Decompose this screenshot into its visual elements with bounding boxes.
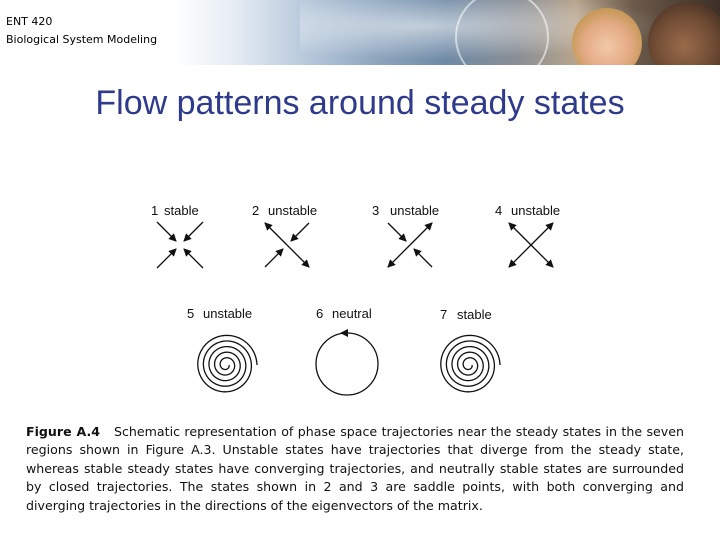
state-3-number: 3 (372, 203, 380, 218)
state-6-diagram (316, 329, 378, 395)
state-4-label: unstable (511, 203, 561, 218)
state-5-diagram (198, 335, 257, 391)
state-3-diagram (388, 223, 432, 267)
slide-title: Flow patterns around steady states (95, 84, 625, 122)
state-6-label: neutral (332, 306, 372, 321)
state-7-number: 7 (440, 307, 448, 322)
state-1-number: 1 (151, 203, 159, 218)
state-5-label: unstable (203, 306, 253, 321)
state-3-label: unstable (390, 203, 440, 218)
state-2-diagram (265, 223, 309, 267)
figure-caption-label: Figure A.4 (26, 424, 100, 439)
state-6-number: 6 (316, 306, 324, 321)
state-1-label: stable (164, 203, 199, 218)
state-4-number: 4 (495, 203, 503, 218)
figure-caption (26, 423, 684, 515)
state-7-label: stable (457, 307, 492, 322)
course-name: Biological System Modeling (6, 33, 158, 46)
state-4-diagram (509, 223, 553, 267)
state-2-number: 2 (252, 203, 260, 218)
state-1-diagram (157, 222, 203, 268)
state-2-label: unstable (268, 203, 318, 218)
state-5-number: 5 (187, 306, 195, 321)
state-7-diagram (441, 335, 500, 391)
figure-caption-text: Schematic representation of phase space trajectories near the steady states in the seven regions shown in Figure A.3. Unstable states have trajectories that diverge from the steady state, whereas stable steady states have converging trajectories, and neutrally stable states are surrounded by closed trajectories. The states shown in 2 and 3 are saddle points, with both converging and diverging trajectories in the directions of the eigenvectors of the matrix. (26, 424, 684, 513)
course-code: ENT 420 (6, 15, 53, 28)
